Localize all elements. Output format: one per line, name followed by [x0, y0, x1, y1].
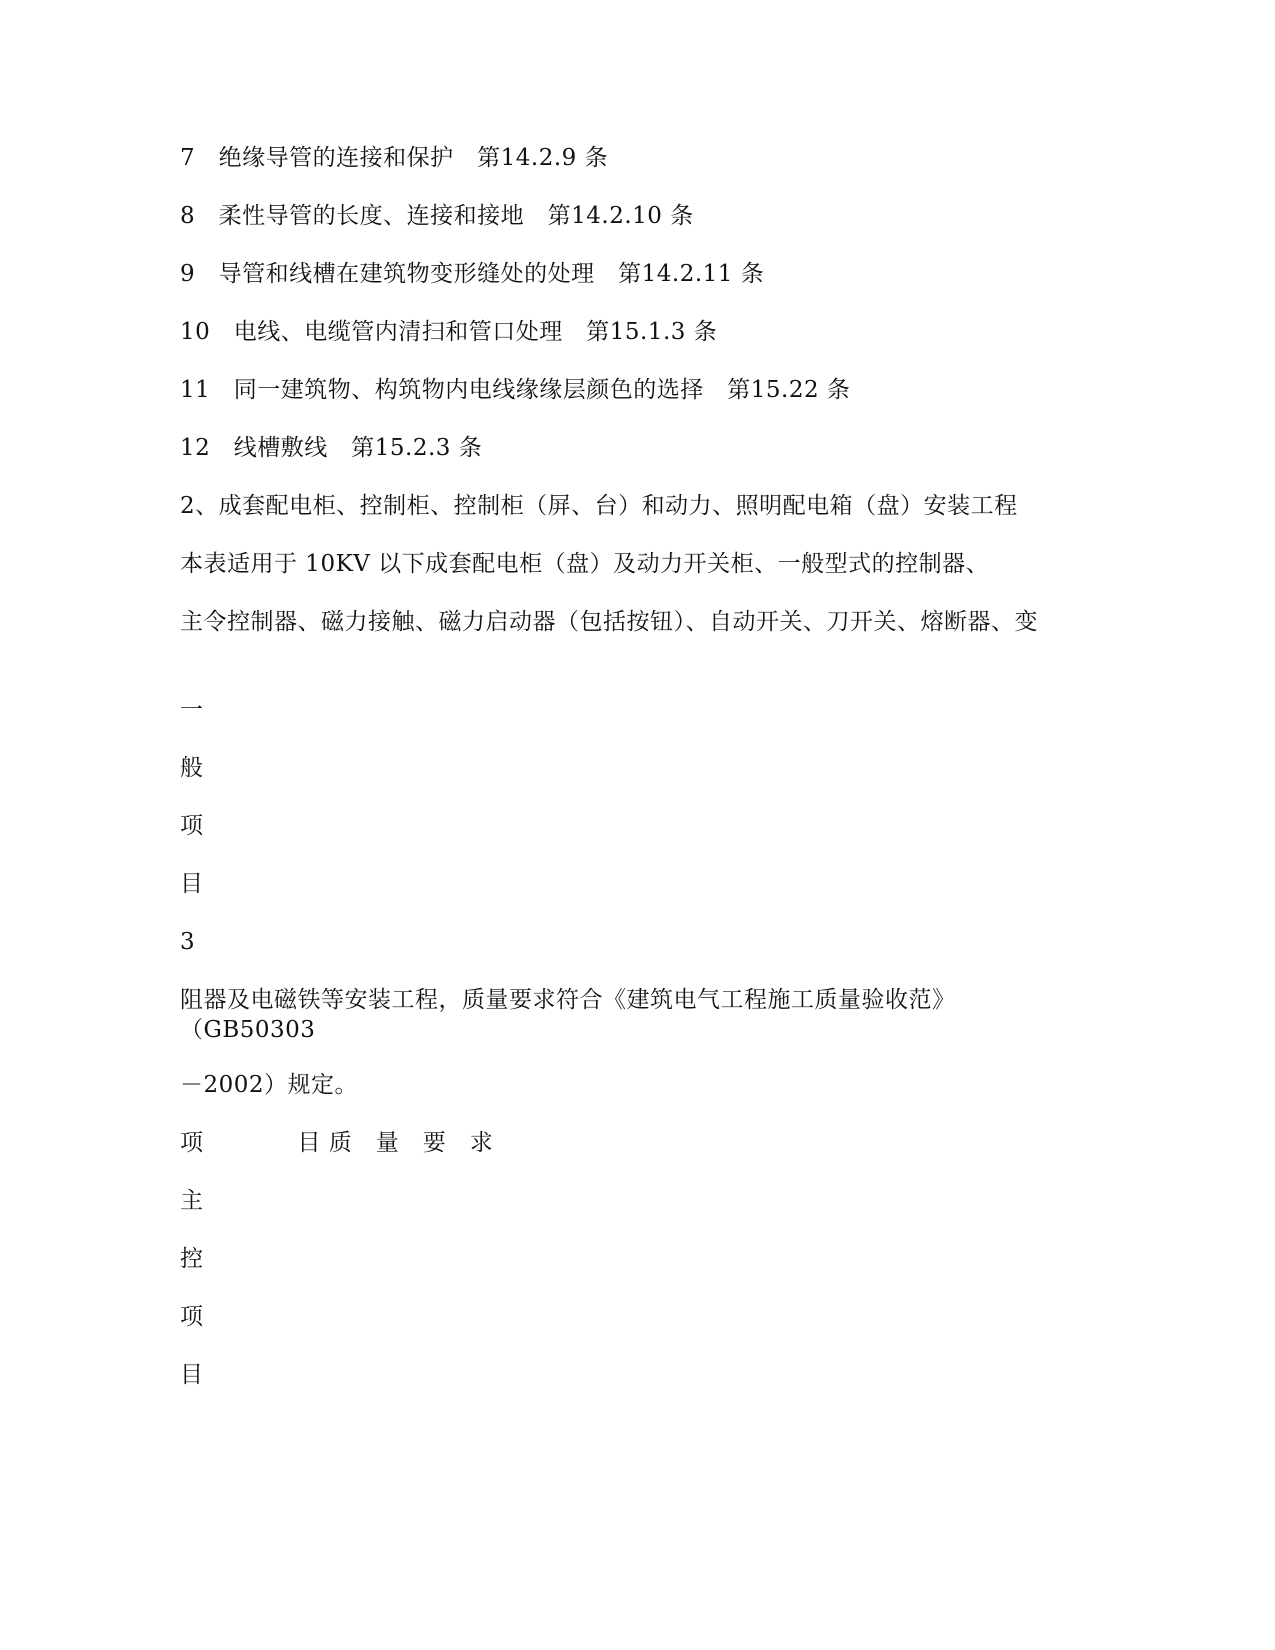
table-cell-label: 目	[180, 1362, 204, 1388]
table-cell-label: 主	[180, 1188, 204, 1214]
table-cell-label: 目	[180, 871, 204, 897]
text-line: 主令控制器、磁力接触、磁力启动器（包括按钮）、自动开关、刀开关、熔断器、变	[180, 609, 1038, 635]
text-line: 11 同一建筑物、构筑物内电线缘缘层颜色的选择 第15.22 条	[180, 377, 851, 403]
table-cell-label: 一	[180, 697, 204, 723]
table-cell-label: 项	[180, 1304, 204, 1330]
table-cell-label: 项	[180, 813, 204, 839]
text-line: 阻器及电磁铁等安装工程，质量要求符合《建筑电气工程施工质量验收范》（GB50303	[180, 987, 956, 1043]
text-line: 9 导管和线槽在建筑物变形缝处的处理 第14.2.11 条	[180, 261, 765, 287]
table-cell-label: 控	[180, 1246, 204, 1272]
table-header: 项 目 质 量 要 求	[180, 1130, 494, 1156]
text-line: 本表适用于 10KV 以下成套配电柜（盘）及动力开关柜、一般型式的控制器、	[180, 551, 990, 577]
text-line: 12 线槽敷线 第15.2.3 条	[180, 435, 483, 461]
table-cell-number: 3	[180, 929, 196, 955]
table-cell-label: 般	[180, 755, 204, 781]
section-heading: 2、成套配电柜、控制柜、控制柜（屏、台）和动力、照明配电箱（盘）安装工程	[180, 493, 1018, 519]
text-line: －2002）规定。	[180, 1072, 359, 1098]
text-line: 8 柔性导管的长度、连接和接地 第14.2.10 条	[180, 203, 694, 229]
text-line: 10 电线、电缆管内清扫和管口处理 第15.1.3 条	[180, 319, 718, 345]
text-line: 7 绝缘导管的连接和保护 第14.2.9 条	[180, 145, 609, 171]
